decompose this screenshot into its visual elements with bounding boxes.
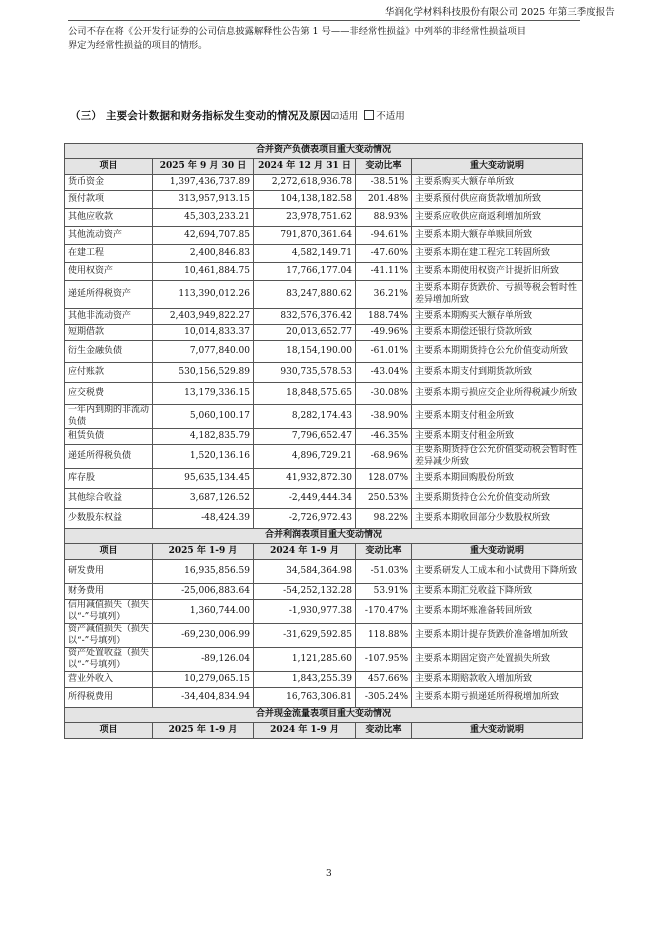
change-explanation-cell: 主要系本期坏账准备转回所致 bbox=[412, 600, 583, 624]
table-row bbox=[65, 672, 583, 688]
prior-value-cell: 1,121,285.60 bbox=[254, 648, 356, 672]
change-ratio-cell: 53.91% bbox=[356, 584, 412, 600]
item-name-cell: 租赁负债 bbox=[65, 429, 153, 445]
prior-value-cell: -31,629,592.85 bbox=[254, 624, 356, 648]
prior-value-cell: 41,932,872.30 bbox=[254, 469, 356, 489]
column-header: 变动比率 bbox=[356, 723, 412, 739]
change-explanation-cell: 主要系本期计提存货跌价准备增加所致 bbox=[412, 624, 583, 648]
table-section-title-row bbox=[65, 144, 583, 159]
item-name-cell: 资产处置收益（损失以“-”号填列） bbox=[65, 648, 153, 672]
change-explanation-cell: 主要系本期支付租金所致 bbox=[412, 429, 583, 445]
current-value-cell: -48,424.39 bbox=[153, 509, 254, 529]
item-name-cell: 应交税费 bbox=[65, 383, 153, 405]
table-section-title: 合并资产负债表项目重大变动情况 bbox=[65, 144, 583, 159]
column-header: 2024 年 1-9 月 bbox=[254, 723, 356, 739]
change-explanation-cell: 主要系本期回购股份所致 bbox=[412, 469, 583, 489]
change-ratio-cell: -61.01% bbox=[356, 341, 412, 363]
prior-value-cell: 16,763,306.81 bbox=[254, 688, 356, 708]
change-explanation-cell: 主要系本期支付租金所致 bbox=[412, 405, 583, 429]
column-header-row bbox=[65, 723, 583, 739]
item-name-cell: 所得税费用 bbox=[65, 688, 153, 708]
change-explanation-cell: 主要系本期偿还银行贷款所致 bbox=[412, 325, 583, 341]
applicable-label: 适用 bbox=[339, 111, 359, 122]
prior-value-cell: 23,978,751.62 bbox=[254, 209, 356, 227]
column-header: 项目 bbox=[65, 159, 153, 175]
change-ratio-cell: 128.07% bbox=[356, 469, 412, 489]
change-explanation-cell: 主要系本期支付到期货款所致 bbox=[412, 363, 583, 383]
table-section-title-row bbox=[65, 529, 583, 544]
current-value-cell: 313,957,913.15 bbox=[153, 191, 254, 209]
table-row bbox=[65, 624, 583, 648]
prior-value-cell: -1,930,977.38 bbox=[254, 600, 356, 624]
prior-value-cell: 1,843,255.39 bbox=[254, 672, 356, 688]
item-name-cell: 在建工程 bbox=[65, 245, 153, 263]
current-value-cell: 5,060,100.17 bbox=[153, 405, 254, 429]
intro-paragraph bbox=[68, 25, 588, 53]
change-ratio-cell: -49.96% bbox=[356, 325, 412, 341]
change-ratio-cell: 250.53% bbox=[356, 489, 412, 509]
current-value-cell: 7,077,840.00 bbox=[153, 341, 254, 363]
item-name-cell: 货币资金 bbox=[65, 175, 153, 191]
change-explanation-cell: 主要系本期汇兑收益下降所致 bbox=[412, 584, 583, 600]
intro-line-2: 界定为经常性损益的项目的情形。 bbox=[68, 40, 208, 51]
current-value-cell: 10,461,884.75 bbox=[153, 263, 254, 281]
table-row bbox=[65, 688, 583, 708]
section-title: （三） 主要会计数据和财务指标发生变动的情况及原因 bbox=[70, 110, 331, 122]
prior-value-cell: 930,735,578.53 bbox=[254, 363, 356, 383]
change-ratio-cell: -30.08% bbox=[356, 383, 412, 405]
item-name-cell: 衍生金融负债 bbox=[65, 341, 153, 363]
change-explanation-cell: 主要系本期期货持仓公允价值变动所致 bbox=[412, 341, 583, 363]
change-explanation-cell: 主要系本期大额存单赎回所致 bbox=[412, 227, 583, 245]
current-value-cell: 95,635,134.45 bbox=[153, 469, 254, 489]
table-row bbox=[65, 209, 583, 227]
column-header: 2025 年 9 月 30 日 bbox=[153, 159, 254, 175]
item-name-cell: 库存股 bbox=[65, 469, 153, 489]
table-row bbox=[65, 560, 583, 584]
change-explanation-cell: 主要系本期亏损应交企业所得税减少所致 bbox=[412, 383, 583, 405]
table-row bbox=[65, 509, 583, 529]
prior-value-cell: 18,154,190.00 bbox=[254, 341, 356, 363]
item-name-cell: 应付账款 bbox=[65, 363, 153, 383]
current-value-cell: 2,400,846.83 bbox=[153, 245, 254, 263]
prior-value-cell: 8,282,174.43 bbox=[254, 405, 356, 429]
item-name-cell: 预付款项 bbox=[65, 191, 153, 209]
table-row bbox=[65, 405, 583, 429]
current-value-cell: -34,404,834.94 bbox=[153, 688, 254, 708]
not-applicable-label: 不适用 bbox=[376, 111, 405, 122]
column-header: 2024 年 12 月 31 日 bbox=[254, 159, 356, 175]
table-row bbox=[65, 489, 583, 509]
current-value-cell: 42,694,707.85 bbox=[153, 227, 254, 245]
table-row bbox=[65, 309, 583, 325]
table-row bbox=[65, 281, 583, 309]
current-value-cell: 1,397,436,737.89 bbox=[153, 175, 254, 191]
prior-value-cell: 2,272,618,936.78 bbox=[254, 175, 356, 191]
prior-value-cell: 20,013,652.77 bbox=[254, 325, 356, 341]
change-explanation-cell: 主要系期货持仓公允价值变动所致 bbox=[412, 489, 583, 509]
table-row bbox=[65, 600, 583, 624]
column-header: 重大变动说明 bbox=[412, 159, 583, 175]
column-header: 变动比率 bbox=[356, 544, 412, 560]
item-name-cell: 其他应收款 bbox=[65, 209, 153, 227]
table-row bbox=[65, 175, 583, 191]
prior-value-cell: 4,896,729.21 bbox=[254, 445, 356, 469]
change-explanation-cell: 主要系本期固定资产处置损失所致 bbox=[412, 648, 583, 672]
item-name-cell: 短期借款 bbox=[65, 325, 153, 341]
table-section-title-row bbox=[65, 708, 583, 723]
current-value-cell: 1,360,744.00 bbox=[153, 600, 254, 624]
change-ratio-cell: -38.90% bbox=[356, 405, 412, 429]
change-ratio-cell: -68.96% bbox=[356, 445, 412, 469]
change-explanation-cell: 主要系本期赔款收入增加所致 bbox=[412, 672, 583, 688]
column-header: 重大变动说明 bbox=[412, 723, 583, 739]
current-value-cell: 45,303,233.21 bbox=[153, 209, 254, 227]
column-header: 2025 年 1-9 月 bbox=[153, 723, 254, 739]
change-explanation-cell: 主要系本期收回部分少数股权所致 bbox=[412, 509, 583, 529]
current-value-cell: -69,230,006.99 bbox=[153, 624, 254, 648]
change-ratio-cell: -46.35% bbox=[356, 429, 412, 445]
change-explanation-cell: 主要系本期购买大额存单所致 bbox=[412, 309, 583, 325]
table-row bbox=[65, 429, 583, 445]
current-value-cell: 16,935,856.59 bbox=[153, 560, 254, 584]
change-ratio-cell: -47.60% bbox=[356, 245, 412, 263]
change-ratio-cell: 36.21% bbox=[356, 281, 412, 309]
change-ratio-cell: -41.11% bbox=[356, 263, 412, 281]
current-value-cell: 10,279,065.15 bbox=[153, 672, 254, 688]
change-explanation-cell: 主要系本期使用权资产计提折旧所致 bbox=[412, 263, 583, 281]
report-header-title: 华润化学材料科技股份有限公司 2025 年第三季度报告 bbox=[385, 7, 615, 18]
item-name-cell: 研发费用 bbox=[65, 560, 153, 584]
item-name-cell: 其他非流动资产 bbox=[65, 309, 153, 325]
column-header: 变动比率 bbox=[356, 159, 412, 175]
checked-checkbox-icon: ☑ bbox=[330, 111, 340, 122]
table-row bbox=[65, 245, 583, 263]
change-ratio-cell: -43.04% bbox=[356, 363, 412, 383]
change-explanation-cell: 主要系期货持仓公允价值变动税会暂时性差异减少所致 bbox=[412, 445, 583, 469]
item-name-cell: 少数股东权益 bbox=[65, 509, 153, 529]
table-section-title: 合并现金流量表项目重大变动情况 bbox=[65, 708, 583, 723]
prior-value-cell: 34,584,364.98 bbox=[254, 560, 356, 584]
current-value-cell: 3,687,126.52 bbox=[153, 489, 254, 509]
change-ratio-cell: -51.03% bbox=[356, 560, 412, 584]
current-value-cell: 2,403,949,822.27 bbox=[153, 309, 254, 325]
change-explanation-cell: 主要系应收供应商返利增加所致 bbox=[412, 209, 583, 227]
prior-value-cell: 791,870,361.64 bbox=[254, 227, 356, 245]
item-name-cell: 递延所得税资产 bbox=[65, 281, 153, 309]
table-row bbox=[65, 263, 583, 281]
change-ratio-cell: -94.61% bbox=[356, 227, 412, 245]
column-header: 重大变动说明 bbox=[412, 544, 583, 560]
change-ratio-cell: 118.88% bbox=[356, 624, 412, 648]
change-ratio-cell: 188.74% bbox=[356, 309, 412, 325]
change-ratio-cell: -38.51% bbox=[356, 175, 412, 191]
change-ratio-cell: 457.66% bbox=[356, 672, 412, 688]
change-explanation-cell: 主要系本期亏损递延所得税增加所致 bbox=[412, 688, 583, 708]
column-header: 2025 年 1-9 月 bbox=[153, 544, 254, 560]
unchecked-checkbox-icon bbox=[364, 110, 374, 120]
prior-value-cell: -54,252,132.28 bbox=[254, 584, 356, 600]
prior-value-cell: 7,796,652.47 bbox=[254, 429, 356, 445]
change-ratio-cell: 201.48% bbox=[356, 191, 412, 209]
current-value-cell: -25,006,883.64 bbox=[153, 584, 254, 600]
intro-line-1: 公司不存在将《公开发行证券的公司信息披露解释性公告第 1 号——非经常性损益》中列举的非经常性损益项目 bbox=[68, 26, 527, 37]
change-explanation-cell: 主要系研发人工成本和小试费用下降所致 bbox=[412, 560, 583, 584]
section-heading bbox=[70, 108, 405, 123]
change-explanation-cell: 主要系购买大额存单所致 bbox=[412, 175, 583, 191]
item-name-cell: 营业外收入 bbox=[65, 672, 153, 688]
prior-value-cell: 104,138,182.58 bbox=[254, 191, 356, 209]
current-value-cell: 10,014,833.37 bbox=[153, 325, 254, 341]
table-row bbox=[65, 648, 583, 672]
item-name-cell: 其他流动资产 bbox=[65, 227, 153, 245]
column-header: 2024 年 1-9 月 bbox=[254, 544, 356, 560]
table-row bbox=[65, 445, 583, 469]
item-name-cell: 递延所得税负债 bbox=[65, 445, 153, 469]
column-header-row bbox=[65, 544, 583, 560]
table-section-title: 合并利润表项目重大变动情况 bbox=[65, 529, 583, 544]
change-ratio-cell: 98.22% bbox=[356, 509, 412, 529]
column-header: 项目 bbox=[65, 723, 153, 739]
prior-value-cell: -2,726,972.43 bbox=[254, 509, 356, 529]
prior-value-cell: 832,576,376.42 bbox=[254, 309, 356, 325]
change-ratio-cell: -305.24% bbox=[356, 688, 412, 708]
change-ratio-cell: -170.47% bbox=[356, 600, 412, 624]
change-ratio-cell: 88.93% bbox=[356, 209, 412, 227]
page-number: 3 bbox=[326, 869, 332, 879]
change-ratio-cell: -107.95% bbox=[356, 648, 412, 672]
prior-value-cell: 83,247,880.62 bbox=[254, 281, 356, 309]
item-name-cell: 一年内到期的非流动负债 bbox=[65, 405, 153, 429]
item-name-cell: 资产减值损失（损失以“-”号填列） bbox=[65, 624, 153, 648]
table-row bbox=[65, 363, 583, 383]
table-row bbox=[65, 469, 583, 489]
prior-value-cell: 18,848,575.65 bbox=[254, 383, 356, 405]
item-name-cell: 使用权资产 bbox=[65, 263, 153, 281]
prior-value-cell: 17,766,177.04 bbox=[254, 263, 356, 281]
current-value-cell: 113,390,012.26 bbox=[153, 281, 254, 309]
table-row bbox=[65, 325, 583, 341]
item-name-cell: 财务费用 bbox=[65, 584, 153, 600]
table-row bbox=[65, 584, 583, 600]
table-row bbox=[65, 383, 583, 405]
column-header-row bbox=[65, 159, 583, 175]
prior-value-cell: -2,449,444.34 bbox=[254, 489, 356, 509]
current-value-cell: 4,182,835.79 bbox=[153, 429, 254, 445]
item-name-cell: 其他综合收益 bbox=[65, 489, 153, 509]
prior-value-cell: 4,582,149.71 bbox=[254, 245, 356, 263]
change-explanation-cell: 主要系本期存货跌价、亏损等税会暂时性差异增加所致 bbox=[412, 281, 583, 309]
table-row bbox=[65, 341, 583, 363]
current-value-cell: 530,156,529.89 bbox=[153, 363, 254, 383]
item-name-cell: 信用减值损失（损失以“-”号填列） bbox=[65, 600, 153, 624]
current-value-cell: -89,126.04 bbox=[153, 648, 254, 672]
current-value-cell: 1,520,136.16 bbox=[153, 445, 254, 469]
table-row bbox=[65, 227, 583, 245]
table-row bbox=[65, 191, 583, 209]
change-explanation-cell: 主要系预付供应商货款增加所致 bbox=[412, 191, 583, 209]
header-divider bbox=[68, 20, 580, 21]
column-header: 项目 bbox=[65, 544, 153, 560]
major-changes-table bbox=[64, 143, 583, 739]
change-explanation-cell: 主要系本期在建工程完工转固所致 bbox=[412, 245, 583, 263]
current-value-cell: 13,179,336.15 bbox=[153, 383, 254, 405]
